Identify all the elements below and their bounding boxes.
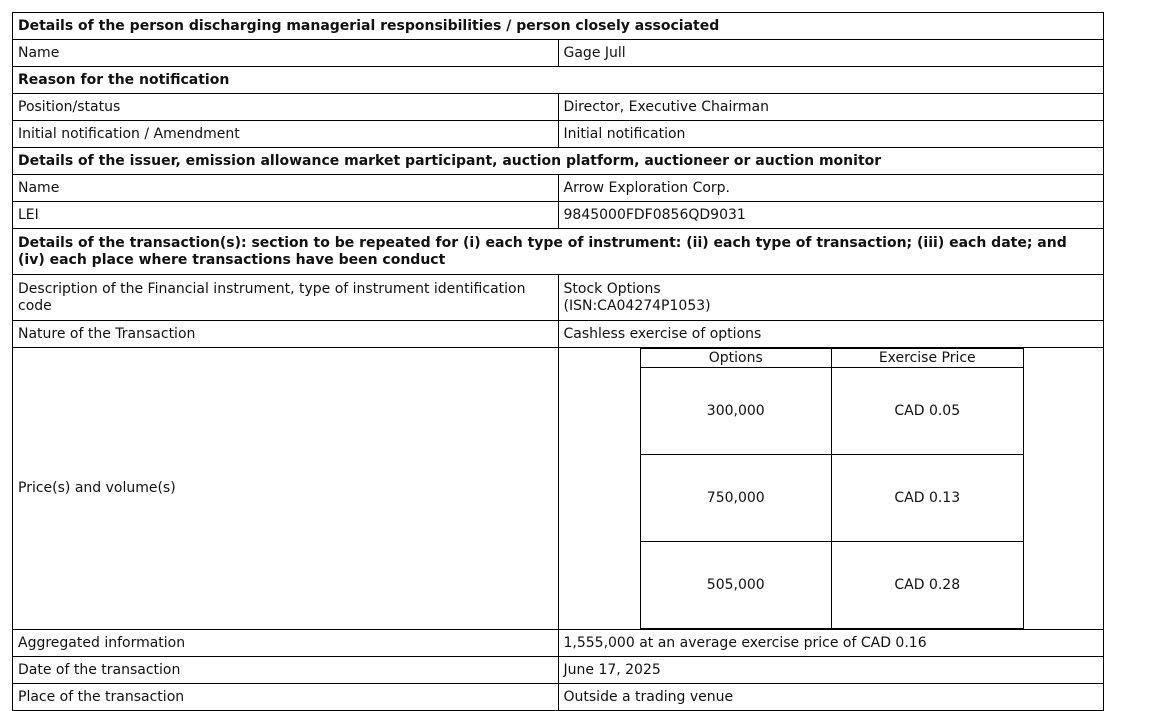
instrument-description-label: Description of the Financial instrument, type of instrument identification code — [13, 275, 559, 321]
table-row — [13, 275, 1104, 321]
table-row — [13, 202, 1104, 229]
transaction-section-header: Details of the transaction(s): section to be repeated for (i) each type of instrument: (ii) each type of transaction; (iii) each date; and (iv) each place where transactions have been conduct — [13, 229, 1104, 275]
issuer-name-value: Arrow Exploration Corp. — [558, 175, 1104, 202]
instrument-code: (ISN:CA04274P1053) — [563, 297, 711, 314]
price-volume-row — [640, 455, 1023, 542]
options-cell: 300,000 — [640, 368, 832, 455]
aggregated-value: 1,555,000 at an average exercise price of CAD 0.16 — [558, 630, 1104, 657]
transaction-date-value: June 17, 2025 — [558, 657, 1104, 684]
position-label: Position/status — [13, 94, 559, 121]
price-volume-row — [640, 542, 1023, 629]
table-row — [13, 94, 1104, 121]
exercise-price-cell: CAD 0.13 — [832, 455, 1024, 542]
exercise-price-cell: CAD 0.28 — [832, 542, 1024, 629]
transaction-place-label: Place of the transaction — [13, 684, 559, 711]
table-row — [13, 348, 1104, 630]
options-column-header: Options — [640, 349, 832, 368]
notification-type-value: Initial notification — [558, 121, 1104, 148]
options-cell: 505,000 — [640, 542, 832, 629]
reason-section-header: Reason for the notification — [13, 67, 1104, 94]
table-row — [13, 657, 1104, 684]
position-value: Director, Executive Chairman — [558, 94, 1104, 121]
price-volume-row — [640, 368, 1023, 455]
section-header-row — [13, 13, 1104, 40]
nature-value: Cashless exercise of options — [558, 321, 1104, 348]
lei-label: LEI — [13, 202, 559, 229]
aggregated-label: Aggregated information — [13, 630, 559, 657]
options-cell: 750,000 — [640, 455, 832, 542]
table-row — [13, 175, 1104, 202]
issuer-name-label: Name — [13, 175, 559, 202]
notification-type-label: Initial notification / Amendment — [13, 121, 559, 148]
table-row — [13, 684, 1104, 711]
nature-label: Nature of the Transaction — [13, 321, 559, 348]
instrument-description-value — [558, 275, 1104, 321]
section-header-row — [13, 67, 1104, 94]
table-row — [13, 121, 1104, 148]
table-row — [13, 40, 1104, 67]
issuer-section-header: Details of the issuer, emission allowance market participant, auction platform, auctioneer or auction monitor — [13, 148, 1104, 175]
section-header-row — [13, 229, 1104, 275]
table-row — [13, 630, 1104, 657]
table-row — [13, 321, 1104, 348]
lei-value: 9845000FDF0856QD9031 — [558, 202, 1104, 229]
pdmr-section-header: Details of the person discharging managerial responsibilities / person closely associated — [13, 13, 1104, 40]
section-header-row — [13, 148, 1104, 175]
price-volume-header-row — [640, 349, 1023, 368]
price-volume-label: Price(s) and volume(s) — [13, 348, 559, 630]
pdmr-name-label: Name — [13, 40, 559, 67]
pdmr-name-value: Gage Jull — [558, 40, 1104, 67]
transaction-place-value: Outside a trading venue — [558, 684, 1104, 711]
exercise-price-column-header: Exercise Price — [832, 349, 1024, 368]
notification-table — [12, 12, 1104, 711]
instrument-type: Stock Options — [563, 280, 661, 297]
transaction-date-label: Date of the transaction — [13, 657, 559, 684]
exercise-price-cell: CAD 0.05 — [832, 368, 1024, 455]
price-volume-value — [558, 348, 1104, 630]
price-volume-table — [640, 348, 1024, 629]
